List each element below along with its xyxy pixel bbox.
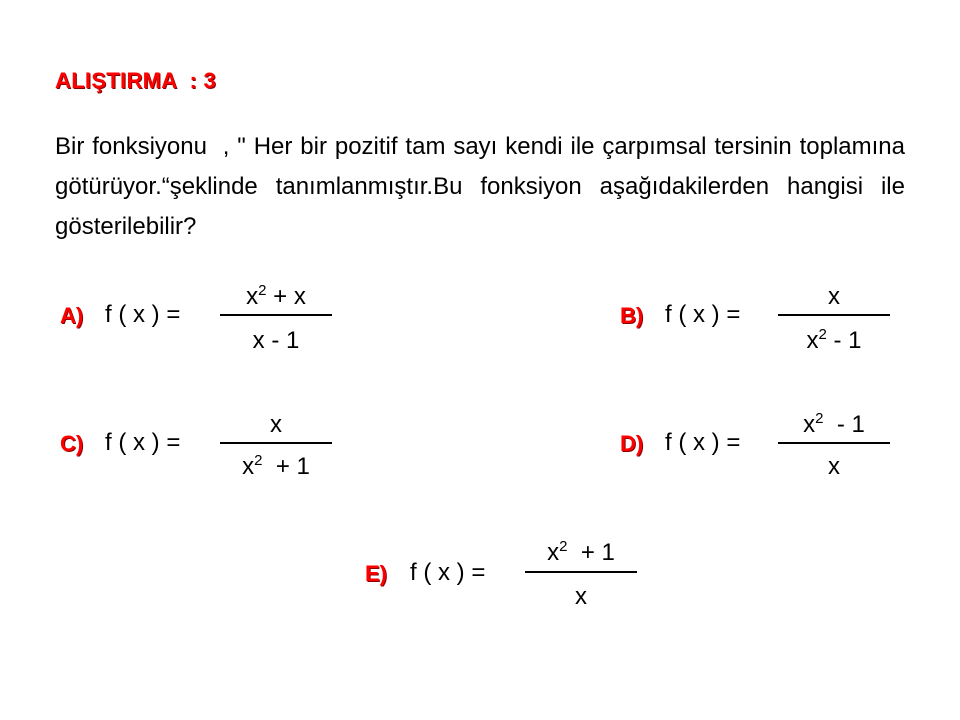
- option-b-denominator: $x^2 - 1$: [806, 326, 862, 354]
- option-e-letter: E): [365, 561, 387, 586]
- option-e-lhs: f ( x ) =: [410, 559, 486, 586]
- option-d-denominator: x: [828, 453, 840, 480]
- option-b-fraction-bar: [778, 314, 890, 316]
- option-d-letter: D): [620, 431, 644, 456]
- option-d-numerator: $x^2 - 1$: [803, 410, 865, 438]
- option-b-lhs: f ( x ) =: [665, 301, 741, 328]
- option-d-fraction-bar: [778, 442, 890, 444]
- option-e-denominator: x: [575, 583, 587, 610]
- option-c-letter: C): [60, 431, 84, 456]
- question-text: Bir fonksiyonu , " Her bir pozitif tam sayı kendi ile çarpımsal tersinin toplamına götürüyor.“şeklinde tanımlanmıştır.Bu fonksiyon aşağıdakilerden hangisi ile gösterilebilir?: [55, 133, 912, 240]
- option-a-lhs: f ( x ) =: [105, 301, 181, 328]
- option-b-numerator: x: [828, 283, 840, 310]
- option-a-denominator: x - 1: [252, 327, 300, 354]
- option-a-numerator: $x^2 + x$: [246, 282, 306, 310]
- option-a-letter: A): [60, 303, 84, 328]
- option-a-fraction-bar: [220, 314, 332, 316]
- option-c-denominator: $x^2 + 1$: [242, 452, 310, 480]
- option-b-letter: B): [620, 303, 644, 328]
- option-c-lhs: f ( x ) =: [105, 429, 181, 456]
- option-e-numerator: $x^2 + 1$: [547, 538, 615, 566]
- option-c-fraction-bar: [220, 442, 332, 444]
- option-c-numerator: x: [270, 411, 282, 438]
- exercise-title: ALIŞTIRMA : 3: [55, 68, 217, 93]
- option-e-fraction-bar: [525, 571, 637, 573]
- option-d-lhs: f ( x ) =: [665, 429, 741, 456]
